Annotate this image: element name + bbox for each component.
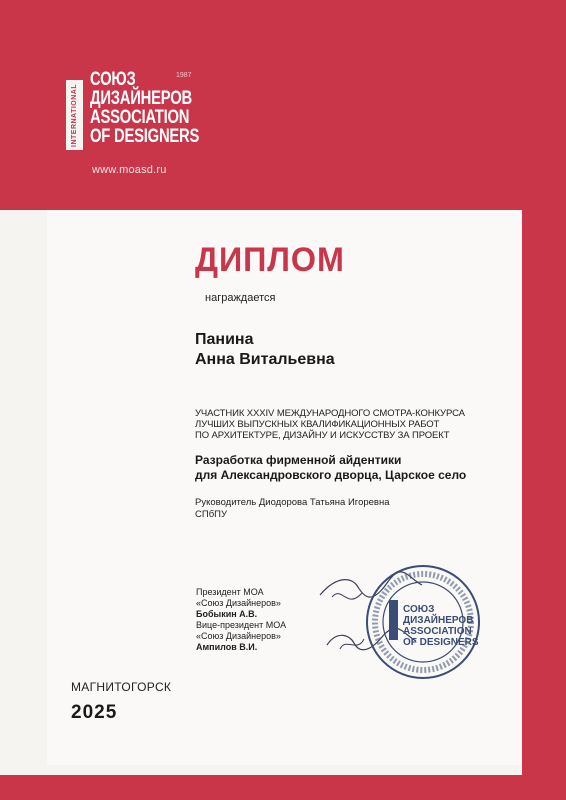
- signatory-name: Ампилов В.И.: [196, 642, 258, 652]
- vice-president-signatory: [196, 620, 286, 653]
- participant-description: [195, 408, 465, 441]
- institution-name: СПбПУ: [195, 509, 227, 520]
- project-line: для Александровского дворца, Царское село: [195, 468, 467, 482]
- city-label: МАГНИТОГОРСК: [71, 680, 172, 694]
- signatory-name: Бобыкин А.В.: [196, 609, 258, 619]
- stamp-line: СОЮЗ: [403, 604, 435, 615]
- red-bottom-band: [0, 775, 566, 800]
- participant-line: УЧАСТНИК XXXIV МЕЖДУНАРОДНОГО СМОТРА-КОНКУРСА: [195, 408, 465, 419]
- project-title: [195, 453, 466, 483]
- stamp-line: OF DESIGNERS: [403, 637, 479, 648]
- signatory-organization: «Союз Дизайнеров»: [196, 631, 281, 641]
- logo-founding-year: 1987: [176, 72, 192, 79]
- participant-line: ЛУЧШИХ ВЫПУСКНЫХ КВАЛИФИКАЦИОННЫХ РАБОТ: [195, 419, 440, 430]
- stamp-line: ASSOCIATION: [403, 626, 472, 637]
- supervisor-name: Руководитель Диодорова Татьяна Игоревна: [195, 497, 390, 508]
- awarded-label: награждается: [205, 292, 276, 304]
- logo-line: OF DESIGNERS: [90, 126, 200, 147]
- logo-line: ASSOCIATION: [90, 107, 190, 128]
- project-line: Разработка фирменной айдентики: [195, 453, 402, 467]
- logo-line: ДИЗАЙНЕРОВ: [90, 88, 193, 109]
- recipient-given-names: Анна Витальевна: [195, 351, 335, 368]
- participant-line: ПО АРХИТЕКТУРЕ, ДИЗАЙНУ И ИСКУССТВУ ЗА ПРОЕКТ: [195, 430, 450, 441]
- signatory-role: Вице-президент МОА: [196, 620, 287, 630]
- recipient-surname: Панина: [195, 331, 254, 348]
- red-header-band: [0, 0, 566, 210]
- logo-line: СОЮЗ: [90, 69, 136, 90]
- website-url: www.moasd.ru: [92, 164, 167, 176]
- diploma-title: ДИПЛОМ: [195, 241, 345, 279]
- stamp-line: ДИЗАЙНЕРОВ: [403, 615, 474, 626]
- supervisor-block: [195, 497, 390, 521]
- association-stamp: [363, 562, 483, 682]
- logo-international-label: INTERNATIONAL: [66, 80, 83, 150]
- association-logo: [90, 70, 199, 146]
- signatory-organization: «Союз Дизайнеров»: [196, 598, 281, 608]
- red-right-band: [522, 200, 566, 775]
- diploma-year: 2025: [71, 702, 118, 723]
- president-signatory: [196, 587, 281, 620]
- signatory-role: Президент МОА: [196, 587, 264, 597]
